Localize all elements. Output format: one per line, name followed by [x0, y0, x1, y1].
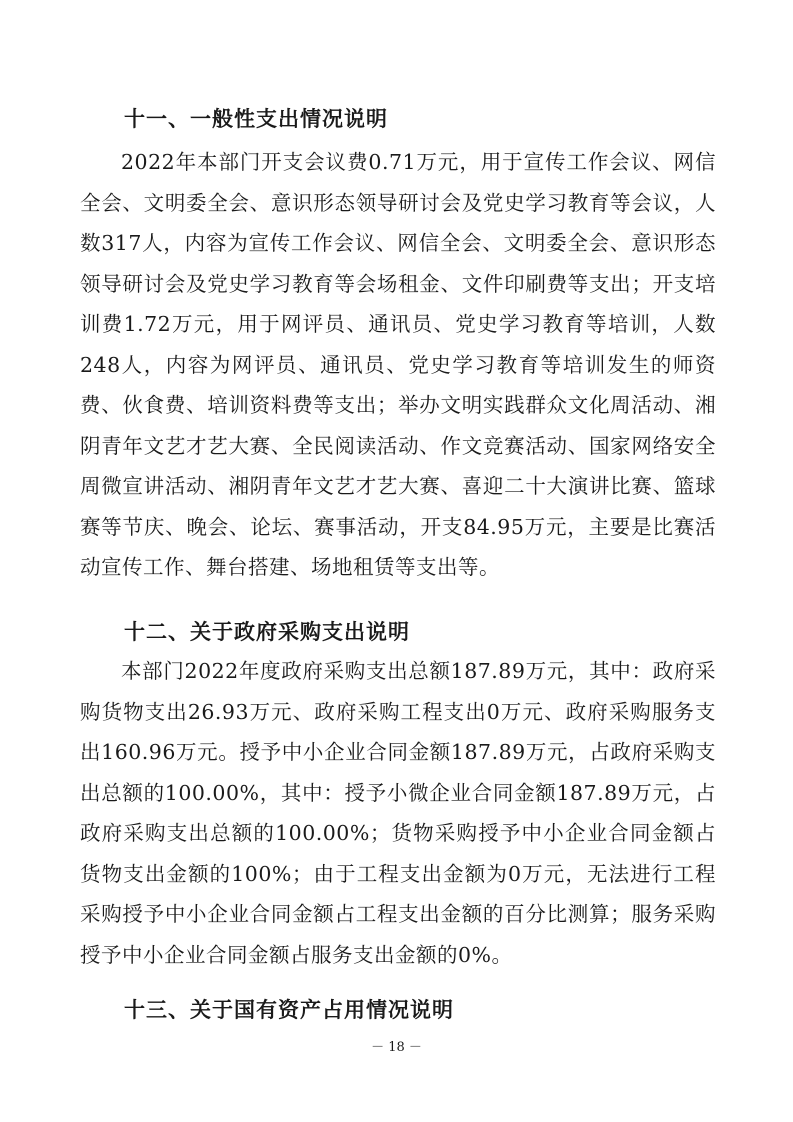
- section-body-11: 2022年本部门开支会议费0.71万元，用于宣传工作会议、网信全会、文明委全会、意识形态领导研讨会及党史学习教育等会议，人数317人，内容为宣传工作会议、网信全会、文明委全会、意识形态领导研讨会及党史学习教育等会场租金、文件印刷费等支出；开支培训费1.72万元，用于网评员、通讯员、党史学习教育等培训，人数248人，内容为网评员、通讯员、党史学习教育等培训发生的师资费、伙食费、培训资料费等支出；举办文明实践群众文化周活动、湘阴青年文艺才艺大赛、全民阅读活动、作文竞赛活动、国家网络安全周微宣讲活动、湘阴青年文艺才艺大赛、喜迎二十大演讲比赛、篮球赛等节庆、晚会、论坛、赛事活动，开支84.95万元，主要是比赛活动宣传工作、舞台搭建、场地租赁等支出等。: [80, 150, 716, 579]
- section-heading-12: 十二、关于政府采购支出说明: [124, 620, 410, 644]
- section-body-12: 本部门2022年度政府采购支出总额187.89万元，其中：政府采购货物支出26.93万元、政府采购工程支出0万元、政府采购服务支出160.96万元。授予中小企业合同金额187.89万元，占政府采购支出总额的100.00%，其中：授予小微企业合同金额187.89万元，占政府采购支出总额的100.00%；货物采购授予中小企业合同金额占货物支出金额的100%；由于工程支出金额为0万元，无法进行工程采购授予中小企业合同金额占工程支出金额的百分比测算；服务采购授予中小企业合同金额占服务支出金额的0%。: [80, 659, 716, 967]
- page-number: － 18 －: [371, 1040, 422, 1055]
- section-heading-13: 十三、关于国有资产占用情况说明: [124, 998, 454, 1022]
- section-heading-11: 十一、一般性支出情况说明: [124, 107, 388, 131]
